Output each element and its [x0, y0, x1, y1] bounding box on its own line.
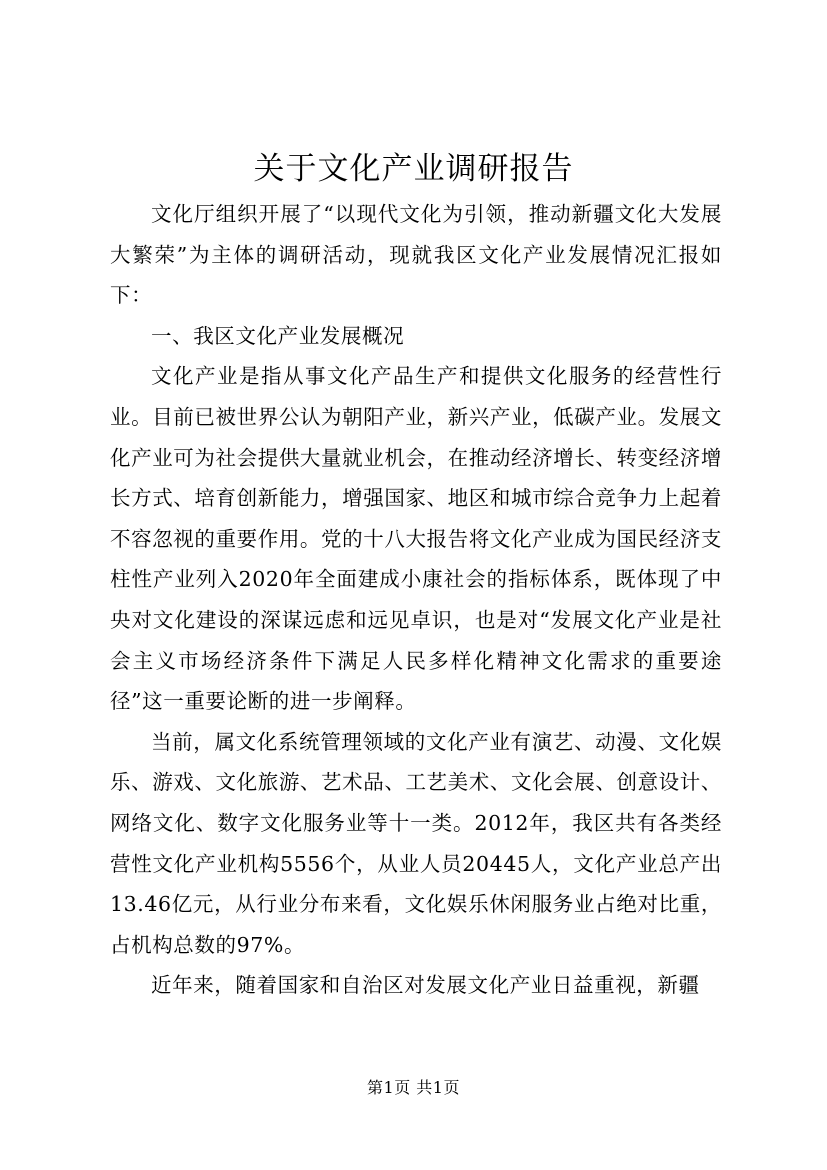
paragraph-recent-years: 近年来，随着国家和自治区对发展文化产业日益重视，新疆: [151, 973, 700, 998]
paragraph-definition: 文化产业是指从事文化产品生产和提供文化服务的经营性行业。目前已被世界公认为朝阳产业，新兴产业，低碳产业。发展文化产业可为社会提供大量就业机会，在推动经济增长、转变经济增长方式、培育创新能力，增强国家、地区和城市综合竞争力上起着不容忽视的重要作用。党的十八大报告将文化产业成为国民经济支柱性产业列入2020年全面建成小康社会的指标体系，既体现了中央对文化建设的深谋远虑和远见卓识，也是对“发展文化产业是社会主义市场经济条件下满足人民多样化精神文化需求的重要途径”这一重要论断的进一步阐释。: [110, 364, 722, 714]
page-footer: 第1页 共1页: [367, 1078, 460, 1097]
section-heading: 一、我区文化产业发展概况: [151, 323, 405, 348]
paragraph-current-status: 当前，属文化系统管理领域的文化产业有演艺、动漫、文化娱乐、游戏、文化旅游、艺术品、工艺美术、文化会展、创意设计、网络文化、数字文化服务业等十一类。2012年，我区共有各类经营性文化产业机构5556个，从业人员20445人，文化产业总产出13.46亿元，从行业分布来看，文化娱乐休闲服务业占绝对比重，占机构总数的97%。: [110, 729, 722, 957]
document-title: 关于文化产业调研报告: [253, 151, 574, 187]
document-body: [110, 194, 722, 1006]
paragraph-intro: 文化厅组织开展了“以现代文化为引领，推动新疆文化大发展大繁荣”为主体的调研活动，现就我区文化产业发展情况汇报如下：: [110, 202, 722, 308]
